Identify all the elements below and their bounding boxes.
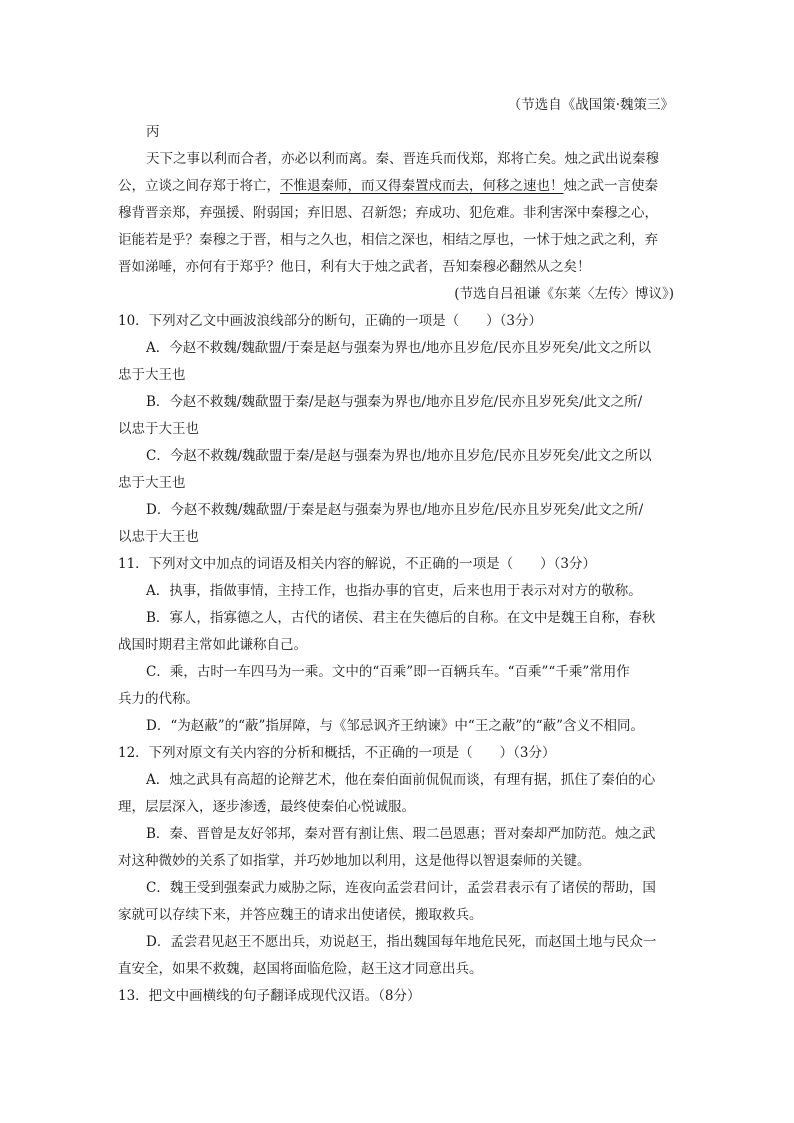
option-line: A．今赵不救魏/魏歃盟/于秦是赵与强秦为界也/地亦且岁危/民亦且岁死矣/此文之所以 xyxy=(146,340,651,356)
option-line: B．今赵不救魏/魏歃盟于秦/是赵与强秦为界也/地亦且岁危/民亦且岁死矣/此文之所/ xyxy=(146,394,643,410)
passage-text: 烛之武一言使秦 xyxy=(563,178,658,194)
question-line: 家就可以存续下来，并答应魏王的请求出使诸侯，搬取救兵。 xyxy=(118,907,483,923)
option-line: C．今赵不救魏/魏歃盟于秦/是赵与强秦为界也/地亦且岁危/民亦且岁死矣/此文之所以 xyxy=(146,448,652,464)
option-line: D．孟尝君见赵王不愿出兵，劝说赵王，指出魏国每年地危民死，而赵国土地与民众一 xyxy=(146,934,657,950)
question-line: 以忠于大王也 xyxy=(118,421,199,437)
passage-line xyxy=(118,146,674,173)
option-line: C．乘，古时一车四马为一乘。文中的“百乘”即一百辆兵车。“百乘”“千乘”常用作 xyxy=(146,664,630,680)
question-line: 理，层层深入，逐步渗透，最终使秦伯心悦诚服。 xyxy=(118,799,415,815)
option-line: C．魏王受到强秦武力威胁之际，连夜向孟尝君问计，孟尝君表示有了诸侯的帮助，国 xyxy=(146,880,656,896)
passage-text: 讵能若是乎？秦穆之于晋，相与之久也，相信之深也，相结之厚也，一怵于烛之武之利，弃 xyxy=(118,232,658,248)
option-line: B．寡人，指寡德之人，古代的诸侯、君主在失德后的自称。在文中是魏王自称，春秋 xyxy=(146,610,656,626)
section-label: 丙 xyxy=(146,124,160,140)
question-line: 战国时期君主常如此谦称自己。 xyxy=(118,637,307,653)
question-line: 兵力的代称。 xyxy=(118,691,199,707)
passage-text: 公，立谈之间存郑于将亡， xyxy=(118,178,280,194)
question-line: 忠于大王也 xyxy=(118,475,186,491)
question-line: 10．下列对乙文中画波浪线部分的断句，正确的一项是（ ）（3分） xyxy=(118,313,543,329)
option-line: D．“为赵蔽”的“蔽”指屏障，与《邹忌讽齐王纳谏》中“王之蔽”的“蔽”含义不相同。 xyxy=(146,718,645,734)
passage-text: 天下之事以利而合者，亦必以利而离。秦、晋连兵而伐郑，郑将亡矣。烛之武出说秦穆 xyxy=(146,151,659,167)
passage-line xyxy=(118,254,674,281)
question-line: 13．把文中画横线的句子翻译成现代汉语。（8分） xyxy=(118,988,421,1004)
question-line: 11．下列对文中加点的词语及相关内容的解说，不正确的一项是（ ）（3分） xyxy=(118,556,597,572)
questions xyxy=(118,308,674,1010)
source-citation-top: （节选自《战国策·魏策三》 xyxy=(507,97,674,113)
question-line: 忠于大王也 xyxy=(118,367,186,383)
source-citation-bottom: (节选自吕祖谦《东莱〈左传〉博议》) xyxy=(454,286,674,302)
passage-text: 晋如涕唾，亦何有于郑乎？他日，利有大于烛之武者，吾知秦穆必翻然从之矣！ xyxy=(118,259,591,275)
exam-content xyxy=(118,92,674,1010)
underlined-sentence: 不惟退秦师，而又得秦置戍而去，何移之速也！ xyxy=(280,178,564,194)
passage-line xyxy=(118,227,674,254)
question-line: 以忠于大王也 xyxy=(118,529,199,545)
question-line: 直安全，如果不救魏，赵国将面临危险，赵王这才同意出兵。 xyxy=(118,961,483,977)
option-line: A．烛之武具有高超的论辩艺术，他在秦伯面前侃侃而谈，有理有据，抓住了秦伯的心 xyxy=(146,772,656,788)
passage-text: 穆背晋亲郑，弃强援、附弱国；弃旧恩、召新怨；弃成功、犯危难。非利害深中秦穆之心， xyxy=(118,205,658,221)
passage-line xyxy=(118,173,674,200)
question-line: 12．下列对原文有关内容的分析和概括，不正确的一项是（ ）（3分） xyxy=(118,745,556,761)
passage-line xyxy=(118,200,674,227)
passage-bing xyxy=(118,146,674,281)
question-line: 对这种微妙的关系了如指掌，并巧妙地加以利用，这是他得以智退秦师的关键。 xyxy=(118,853,591,869)
option-line: A．执事，指做事情，主持工作，也指办事的官吏，后来也用于表示对对方的敬称。 xyxy=(146,583,642,599)
option-line: B．秦、晋曾是友好邻邦，秦对晋有割让焦、瑕二邑恩惠；晋对秦却严加防范。烛之武 xyxy=(146,826,656,842)
option-line: D．今赵不救魏/魏歃盟/于秦是赵与强秦为界也/地亦且岁危/民亦且岁死矣/此文之所/ xyxy=(146,502,644,518)
